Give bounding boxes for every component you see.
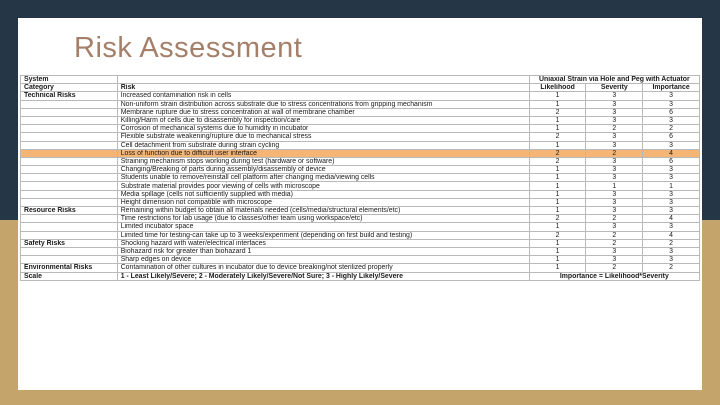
header-row bbox=[21, 84, 700, 92]
risk-description-cell: Time restrictions for lab usage (due to classes/other team using workspace/etc) bbox=[117, 215, 529, 223]
system-label: System bbox=[21, 76, 118, 84]
risk-category-cell bbox=[21, 223, 118, 231]
severity-cell: 3 bbox=[586, 223, 643, 231]
table-row bbox=[21, 264, 700, 272]
importance-cell: 3 bbox=[643, 100, 700, 108]
likelihood-cell: 1 bbox=[529, 174, 586, 182]
risk-category-cell: Safety Risks bbox=[21, 239, 118, 247]
risk-description-cell: Substrate material provides poor viewing of cells with microscope bbox=[117, 182, 529, 190]
importance-cell: 4 bbox=[643, 231, 700, 239]
risk-description-cell: Biohazard risk for greater than biohazard 1 bbox=[117, 247, 529, 255]
importance-cell: 6 bbox=[643, 157, 700, 165]
risk-description-cell: Killing/Harm of cells due to disassembly for inspection/care bbox=[117, 116, 529, 124]
table-row bbox=[21, 116, 700, 124]
table-row bbox=[21, 108, 700, 116]
importance-cell: 1 bbox=[643, 182, 700, 190]
risk-category-cell bbox=[21, 215, 118, 223]
risk-category-cell: Technical Risks bbox=[21, 92, 118, 100]
slide-panel bbox=[18, 18, 702, 390]
severity-cell: 2 bbox=[586, 215, 643, 223]
importance-cell: 2 bbox=[643, 125, 700, 133]
header-category: Category bbox=[21, 84, 118, 92]
risk-description-cell: Changing/Breaking of parts during assembly/disassembly of device bbox=[117, 166, 529, 174]
risk-category-cell bbox=[21, 166, 118, 174]
likelihood-cell: 1 bbox=[529, 141, 586, 149]
table-row bbox=[21, 92, 700, 100]
risk-description-cell: Cell detachment from substrate during strain cycling bbox=[117, 141, 529, 149]
table-row bbox=[21, 190, 700, 198]
risk-category-cell bbox=[21, 133, 118, 141]
likelihood-cell: 1 bbox=[529, 125, 586, 133]
table-row bbox=[21, 133, 700, 141]
header-risk: Risk bbox=[117, 84, 529, 92]
table-row bbox=[21, 223, 700, 231]
risk-description-cell: Contamination of other cultures in incubator due to device breaking/not sterilized properly bbox=[117, 264, 529, 272]
risk-category-cell: Resource Risks bbox=[21, 207, 118, 215]
severity-cell: 3 bbox=[586, 108, 643, 116]
risk-category-cell: Environmental Risks bbox=[21, 264, 118, 272]
importance-cell: 4 bbox=[643, 149, 700, 157]
likelihood-cell: 1 bbox=[529, 182, 586, 190]
risk-description-cell: Media spillage (cells not sufficiently supplied with media) bbox=[117, 190, 529, 198]
risk-description-cell: Height dimension not compatible with microscope bbox=[117, 198, 529, 206]
risk-description-cell: Sharp edges on device bbox=[117, 256, 529, 264]
likelihood-cell: 1 bbox=[529, 223, 586, 231]
risk-category-cell bbox=[21, 157, 118, 165]
severity-cell: 3 bbox=[586, 133, 643, 141]
table-row bbox=[21, 157, 700, 165]
risk-category-cell bbox=[21, 256, 118, 264]
importance-cell: 3 bbox=[643, 223, 700, 231]
header-importance: Importance bbox=[643, 84, 700, 92]
likelihood-cell: 1 bbox=[529, 100, 586, 108]
likelihood-cell: 1 bbox=[529, 190, 586, 198]
table-row bbox=[21, 247, 700, 255]
severity-cell: 3 bbox=[586, 166, 643, 174]
severity-cell: 1 bbox=[586, 182, 643, 190]
severity-cell: 3 bbox=[586, 92, 643, 100]
likelihood-cell: 1 bbox=[529, 256, 586, 264]
likelihood-cell: 1 bbox=[529, 92, 586, 100]
risk-category-cell bbox=[21, 125, 118, 133]
risk-description-cell: Shocking hazard with water/electrical interfaces bbox=[117, 239, 529, 247]
likelihood-cell: 2 bbox=[529, 133, 586, 141]
risk-category-cell bbox=[21, 247, 118, 255]
table-row bbox=[21, 198, 700, 206]
likelihood-cell: 1 bbox=[529, 264, 586, 272]
risk-description-cell: Flexible substrate weakening/rupture due to mechanical stress bbox=[117, 133, 529, 141]
risk-description-cell: Remaining within budget to obtain all materials needed (cells/media/structural elements/etc) bbox=[117, 207, 529, 215]
likelihood-cell: 1 bbox=[529, 207, 586, 215]
table-row bbox=[21, 239, 700, 247]
table-row bbox=[21, 207, 700, 215]
risk-description-cell: Loss of function due to difficult user interface bbox=[117, 149, 529, 157]
scale-row bbox=[21, 272, 700, 280]
importance-cell: 2 bbox=[643, 239, 700, 247]
likelihood-cell: 1 bbox=[529, 116, 586, 124]
likelihood-cell: 1 bbox=[529, 239, 586, 247]
table-row bbox=[21, 125, 700, 133]
importance-cell: 3 bbox=[643, 207, 700, 215]
table-row bbox=[21, 231, 700, 239]
risk-category-cell bbox=[21, 108, 118, 116]
risk-category-cell bbox=[21, 141, 118, 149]
severity-cell: 3 bbox=[586, 190, 643, 198]
risk-description-cell: Limited incubator space bbox=[117, 223, 529, 231]
risk-category-cell bbox=[21, 231, 118, 239]
risk-category-cell bbox=[21, 198, 118, 206]
slide-title: Risk Assessment bbox=[74, 32, 303, 64]
severity-cell: 3 bbox=[586, 247, 643, 255]
importance-cell: 3 bbox=[643, 92, 700, 100]
importance-cell: 3 bbox=[643, 198, 700, 206]
severity-cell: 2 bbox=[586, 125, 643, 133]
severity-cell: 2 bbox=[586, 149, 643, 157]
importance-cell: 3 bbox=[643, 116, 700, 124]
table-row bbox=[21, 215, 700, 223]
risk-description-cell: Corrosion of mechanical systems due to humidity in incubator bbox=[117, 125, 529, 133]
likelihood-cell: 1 bbox=[529, 166, 586, 174]
likelihood-cell: 1 bbox=[529, 198, 586, 206]
table-row bbox=[21, 166, 700, 174]
risk-category-cell bbox=[21, 116, 118, 124]
severity-cell: 2 bbox=[586, 239, 643, 247]
system-value: Uniaxial Strain via Hole and Peg with Actuator bbox=[529, 76, 699, 84]
severity-cell: 3 bbox=[586, 141, 643, 149]
severity-cell: 3 bbox=[586, 207, 643, 215]
risk-category-cell bbox=[21, 149, 118, 157]
severity-cell: 2 bbox=[586, 264, 643, 272]
risk-description-cell: Students unable to remove/reinstall cell platform after changing media/viewing cells bbox=[117, 174, 529, 182]
scale-label: Scale bbox=[21, 272, 118, 280]
risk-table bbox=[20, 75, 700, 281]
severity-cell: 3 bbox=[586, 256, 643, 264]
importance-cell: 6 bbox=[643, 108, 700, 116]
risk-category-cell bbox=[21, 174, 118, 182]
importance-cell: 4 bbox=[643, 215, 700, 223]
importance-cell: 3 bbox=[643, 174, 700, 182]
scale-formula: Importance = Likelihood*Severity bbox=[529, 272, 699, 280]
importance-cell: 3 bbox=[643, 166, 700, 174]
table-row bbox=[21, 174, 700, 182]
risk-description-cell: Increased contamination risk in cells bbox=[117, 92, 529, 100]
severity-cell: 3 bbox=[586, 116, 643, 124]
severity-cell: 3 bbox=[586, 174, 643, 182]
importance-cell: 6 bbox=[643, 133, 700, 141]
table-row bbox=[21, 149, 700, 157]
risk-description-cell: Limited time for testing-can take up to 3 weeks/experiment (depending on first build and testing) bbox=[117, 231, 529, 239]
system-blank bbox=[117, 76, 529, 84]
severity-cell: 3 bbox=[586, 100, 643, 108]
severity-cell: 3 bbox=[586, 157, 643, 165]
likelihood-cell: 2 bbox=[529, 231, 586, 239]
risk-description-cell: Non-uniform strain distribution across substrate due to stress concentrations from gripping mechanism bbox=[117, 100, 529, 108]
importance-cell: 2 bbox=[643, 264, 700, 272]
risk-description-cell: Straining mechanism stops working during test (hardware or software) bbox=[117, 157, 529, 165]
scale-text: 1 - Least Likely/Severe; 2 - Moderately Likely/Severe/Not Sure; 3 - Highly Likely/Severe bbox=[117, 272, 529, 280]
severity-cell: 3 bbox=[586, 198, 643, 206]
header-likelihood: Likelihood bbox=[529, 84, 586, 92]
system-row bbox=[21, 76, 700, 84]
likelihood-cell: 2 bbox=[529, 108, 586, 116]
table-row bbox=[21, 100, 700, 108]
table-row bbox=[21, 256, 700, 264]
importance-cell: 3 bbox=[643, 256, 700, 264]
likelihood-cell: 2 bbox=[529, 149, 586, 157]
risk-category-cell bbox=[21, 100, 118, 108]
severity-cell: 2 bbox=[586, 231, 643, 239]
risk-category-cell bbox=[21, 190, 118, 198]
table-row bbox=[21, 182, 700, 190]
importance-cell: 3 bbox=[643, 141, 700, 149]
importance-cell: 3 bbox=[643, 247, 700, 255]
risk-description-cell: Membrane rupture due to stress concentration at wall of membrane chamber bbox=[117, 108, 529, 116]
likelihood-cell: 2 bbox=[529, 157, 586, 165]
header-severity: Severity bbox=[586, 84, 643, 92]
importance-cell: 3 bbox=[643, 190, 700, 198]
table-row bbox=[21, 141, 700, 149]
likelihood-cell: 1 bbox=[529, 247, 586, 255]
risk-category-cell bbox=[21, 182, 118, 190]
likelihood-cell: 2 bbox=[529, 215, 586, 223]
